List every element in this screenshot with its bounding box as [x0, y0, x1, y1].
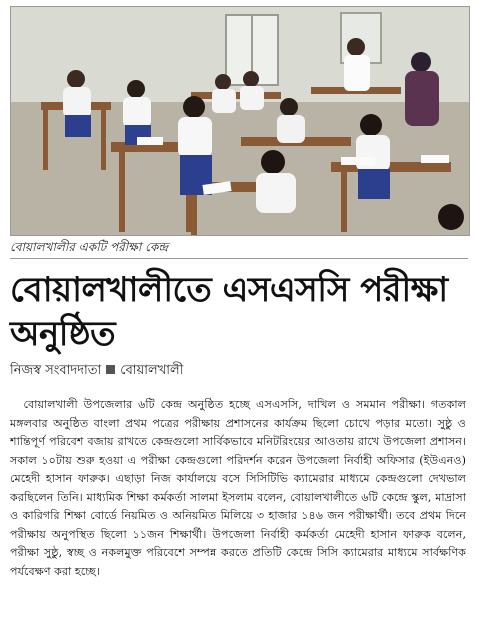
photo-caption: বোয়ালখালীর একটি পরীক্ষা কেন্দ্র [10, 238, 468, 259]
news-photo [10, 6, 470, 236]
reporter-label: নিজস্ব সংবাদদাতা [10, 363, 102, 378]
article-headline: বোয়ালখালীতে এসএসসি পরীক্ষা অনুষ্ঠিত [10, 270, 448, 354]
exam-hall-illustration [11, 7, 469, 235]
article-body: বোয়ালখালী উপজেলার ৬টি কেন্দ্র অনুষ্ঠিত হচ্ছে এসএসসি, দাখিল ও সমমান পরীক্ষা। গতকাল মঙ্গলবার অনুষ্ঠিত বাংলা প্রথম পত্রের পরীক্ষায় প্রশাসনের কার্যক্রম ছিলো চোখে পড়ার মতো। সুষ্ঠু ও শান্তিপূর্ণ পরিবেশ বজায় রাখতে কেন্দ্রগুলো সার্বিকভাবে মনিটরিংয়ের আওতায় রাখে উপজেলা প্রশাসন। সকাল ১০টায় শুরু হওয়া এ পরীক্ষা কেন্দ্রগুলো পরিদর্শন করেন উপজেলা নির্বাহী অফিসার (ইউএনও) মেহেদী হাসান ফারুক। এছাড়া নিজ কার্যালয়ে বসে সিসিটিভি ক্যামেরার মাধ্যমে কেন্দ্রগুলো দেখভাল করছিলেন তিনি। মাধ্যমিক শিক্ষা কর্মকর্তা সালমা ইসলাম বলেন, বোয়ালখালীতে ৬টি কেন্দ্রে স্কুল, মাদ্রাসা ও কারিগরি শিক্ষা বোর্ডে নিয়মিত ও অনিয়মিত মিলিয়ে ৩ হাজার ১৪৬ জন পরীক্ষার্থী। তবে প্রথম দিনে পরীক্ষায় অনুপস্থিত ছিলো ১১জন শিক্ষার্থী। উপজেলা নির্বাহী কর্মকর্তা মেহেদী হাসান ফারুক বলেন, পরীক্ষা সুষ্ঠু, স্বচ্ছ ও নকলমুক্ত পরিবেশে সম্পন্ন করতে প্রতিটি কেন্দ্রে সিসি ক্যামেরার মাধ্যমে সার্বক্ষণিক পর্যবেক্ষণ করা হচ্ছে। [10, 398, 466, 578]
dateline-location: বোয়ালখালী [120, 363, 184, 378]
square-bullet-icon [106, 365, 115, 374]
article-byline [10, 362, 468, 382]
